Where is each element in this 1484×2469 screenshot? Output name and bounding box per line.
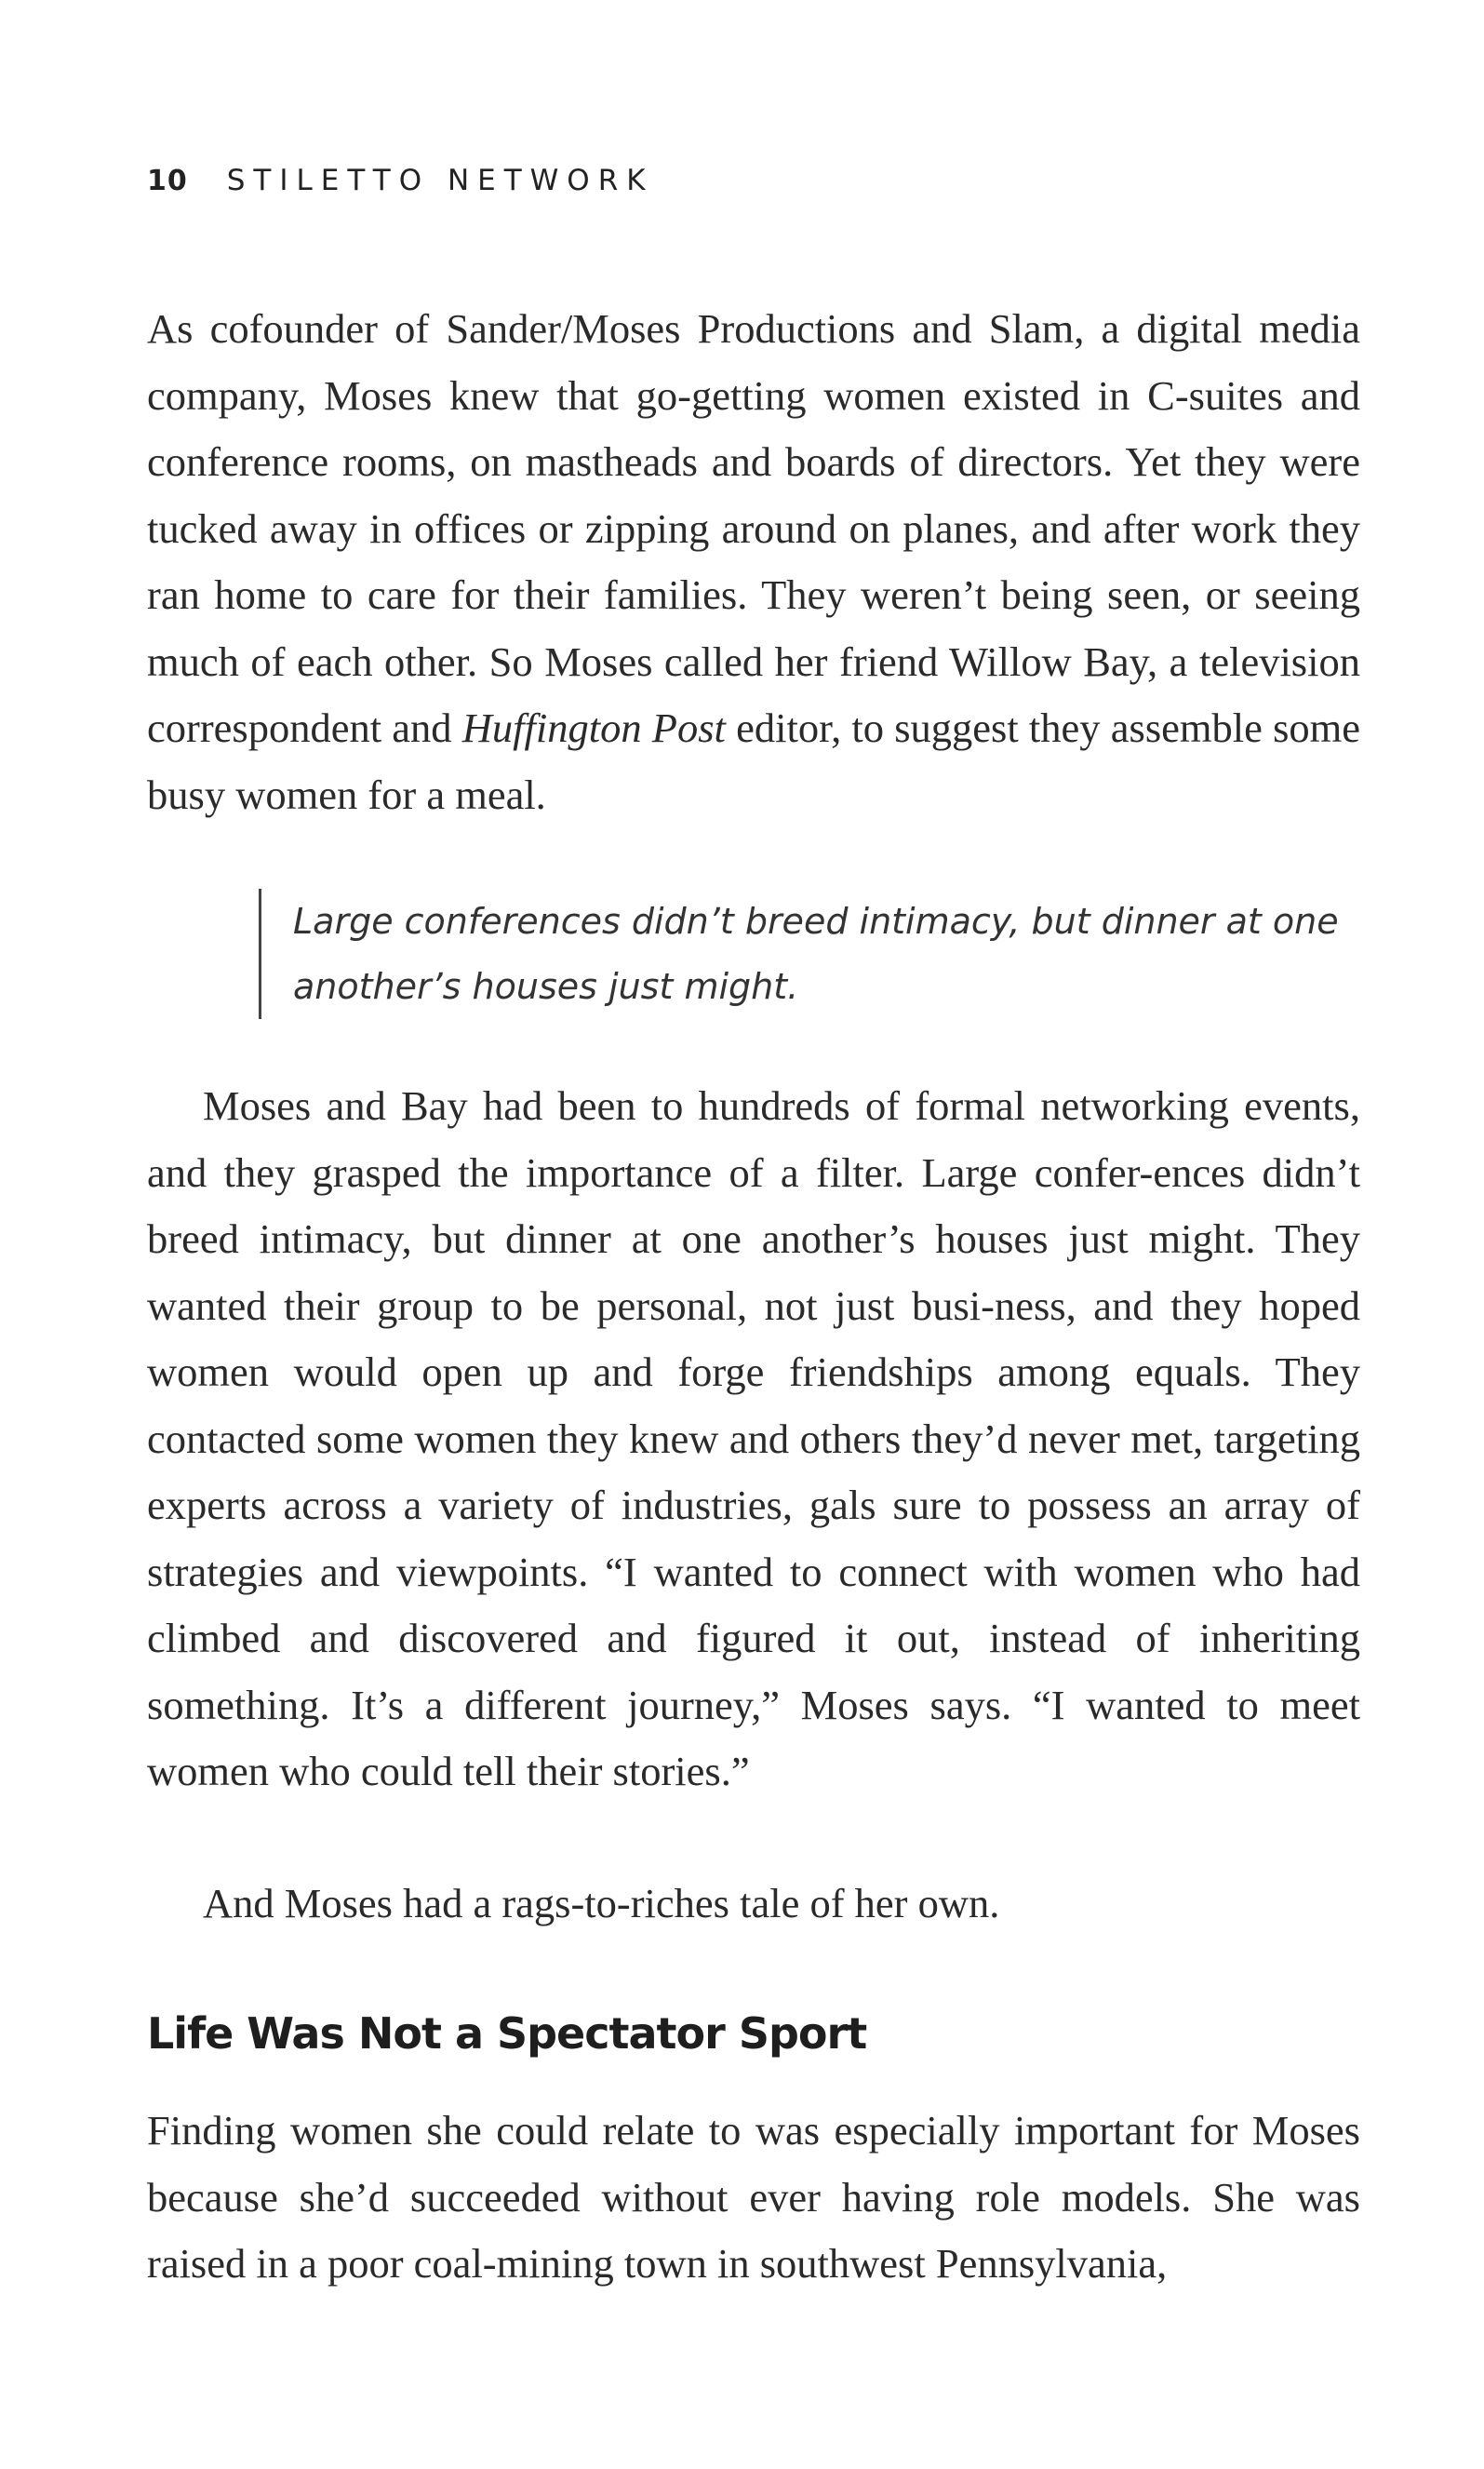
body-paragraph-4: Finding women she could relate to was especially important for Moses because she’d succeeded without ever having role models. She was raised in a poor coal-mining town in southwest Pennsylvania, [147, 2107, 1360, 2287]
body-paragraph-3: And Moses had a rags-to-riches tale of her own. [203, 1880, 1000, 1926]
paragraph-text: editor, to suggest they assemble some busy women for a meal. [147, 704, 1360, 818]
page-number: 10 [147, 165, 188, 197]
publication-title: Huffington Post [461, 704, 726, 751]
body-paragraph-1 [147, 296, 1360, 828]
running-head [147, 164, 654, 197]
paragraph-text: As cofounder of Sander/Moses Productions and Slam, a digital media company, Moses knew that go-getting women existed in C-suites and conference rooms, on mastheads and boards of directors. Yet they were tucked away in offices or zipping around on planes, and after work they ran home to care for their families. They weren’t being seen, or seeing much of each other. So Moses called her friend Willow Bay, a television correspondent and [147, 305, 1360, 751]
pull-quote: Large conferences didn’t breed intimacy, but dinner at one another’s houses just might. [259, 889, 1378, 1019]
body-paragraph-2: Moses and Bay had been to hundreds of formal networking events, and they grasped the importance of a filter. Large confer-ences didn’t breed intimacy, but dinner at one another’s houses just might. They wanted their group to be personal, not just busi-ness, and they hoped women would open up and forge friendships among equals. They contacted some women they knew and others they’d never met, targeting experts across a variety of industries, gals sure to possess an array of strategies and viewpoints. “I wanted to connect with women who had climbed and discovered and figured it out, instead of inheriting something. It’s a different journey,” Moses says. “I wanted to meet women who could tell their stories.” [147, 1082, 1360, 1794]
section-heading: Life Was Not a Spectator Sport [147, 2008, 867, 2059]
book-title: STILETTO NETWORK [226, 164, 654, 197]
